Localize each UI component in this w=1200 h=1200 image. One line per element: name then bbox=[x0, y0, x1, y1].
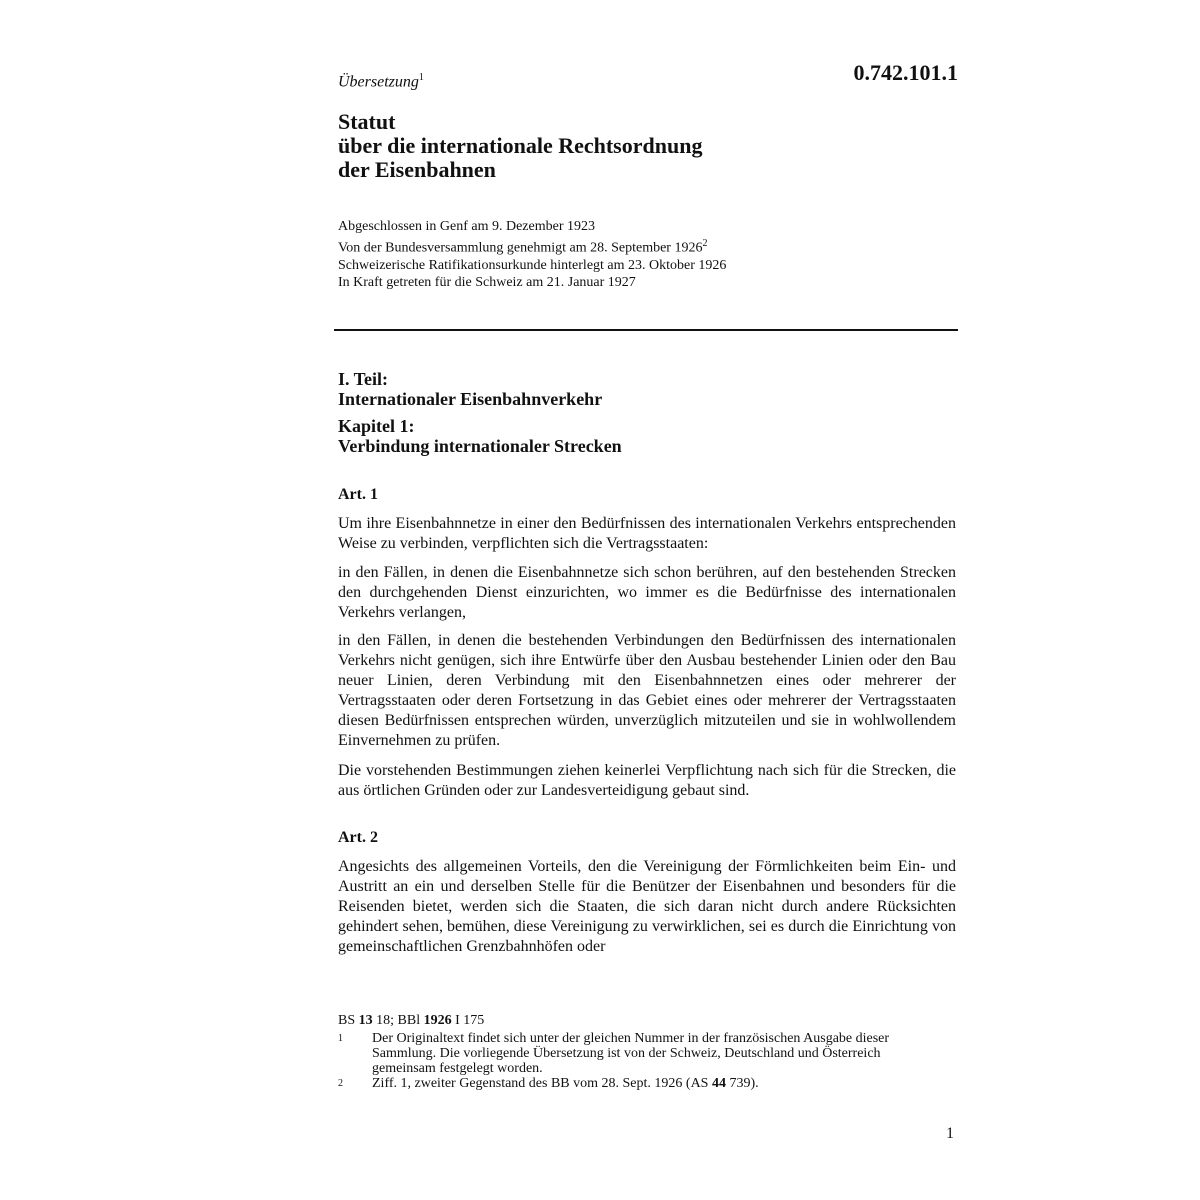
article-1-paragraph-4: Die vorstehenden Bestimmungen ziehen keinerlei Verpflichtung nach sich für die Strecken, die aus örtlichen Gründen oder zur Landesverteidigung gebaut sind. bbox=[338, 762, 956, 799]
page-number: 1 bbox=[946, 1125, 954, 1142]
footnote-ref-1[interactable]: 1 bbox=[418, 72, 424, 83]
footnote-2-text bbox=[372, 1076, 938, 1091]
article-1-paragraph-2: in den Fällen, in denen die Eisenbahnnetze sich schon berühren, auf den bestehenden Strecken den durchgehenden Dienst einzurichten, wo immer es die Bedürfnisse des internationalen Verkehrs verlangen, bbox=[338, 564, 956, 621]
translation-label bbox=[338, 72, 424, 91]
footnote-1-number: 1 bbox=[338, 1033, 343, 1044]
footnote-1 bbox=[338, 1031, 938, 1076]
part-label: I. Teil: bbox=[338, 369, 389, 389]
meta-approved-text: Von der Bundesversammlung genehmigt am 28. September 1926 bbox=[338, 240, 703, 256]
source-reference bbox=[338, 1013, 938, 1028]
article-2-paragraph-1: Angesichts des allgemeinen Vorteils, den die Vereinigung der Förmlichkeiten beim Ein- und Austritt an ein und derselben Stelle für die Benützer der Eisenbahnen und besonders für die Reisenden bietet, werden sich die Staaten, die sich daran nicht durch andere Rücksichten gehindert sehen, bemühen, diese Vereinigung zu verwirklichen, sei es durch die Einrichtung von gemeinschaftlichen Grenzbahnhöfen oder bbox=[338, 858, 956, 955]
title-line-3: der Eisenbahnen bbox=[338, 157, 496, 182]
document-title bbox=[338, 110, 702, 182]
document-metadata bbox=[338, 218, 726, 291]
footnote-2-text-a: Ziff. 1, zweiter Gegenstand des BB vom 28. Sept. 1926 (AS bbox=[372, 1076, 709, 1091]
part-heading bbox=[338, 369, 602, 409]
footnotes bbox=[338, 1013, 938, 1091]
article-1-paragraph-1: Um ihre Eisenbahnnetze in einer den Bedürfnissen des internationalen Verkehrs entsprechenden Weise zu verbinden, verpflichten sich die Vertragsstaaten: bbox=[338, 515, 956, 552]
source-bs: BS bbox=[338, 1013, 356, 1028]
footnote-2-text-b: 739). bbox=[729, 1076, 759, 1091]
source-bs-page: 18; BBl bbox=[376, 1013, 421, 1028]
meta-approved bbox=[338, 235, 726, 257]
meta-ratification: Schweizerische Ratifikationsurkunde hinterlegt am 23. Oktober 1926 bbox=[338, 257, 727, 273]
source-bbl-rest: I 175 bbox=[455, 1013, 485, 1028]
horizontal-rule bbox=[334, 329, 958, 331]
chapter-title: Verbindung internationaler Strecken bbox=[338, 436, 622, 456]
chapter-heading bbox=[338, 416, 622, 456]
translation-text: Übersetzung bbox=[338, 73, 419, 91]
footnote-2-volume: 44 bbox=[711, 1076, 726, 1091]
meta-in-force: In Kraft getreten für die Schweiz am 21. Januar 1927 bbox=[338, 274, 636, 290]
title-line-1: Statut bbox=[338, 109, 396, 134]
footnote-1-text: Der Originaltext findet sich unter der gleichen Nummer in der französischen Ausgabe dieser Sammlung. Die vorliegende Übersetzung ist von der Schweiz, Deutschland und Österreich gemeinsam festgelegt worden. bbox=[372, 1031, 890, 1076]
article-2-title: Art. 2 bbox=[338, 829, 378, 846]
footnote-ref-2[interactable]: 2 bbox=[702, 238, 708, 249]
part-title: Internationaler Eisenbahnverkehr bbox=[338, 389, 603, 409]
footnote-2 bbox=[338, 1076, 938, 1091]
article-1-title: Art. 1 bbox=[338, 486, 378, 503]
meta-concluded: Abgeschlossen in Genf am 9. Dezember 1923 bbox=[338, 219, 595, 234]
article-1-paragraph-3: in den Fällen, in denen die bestehenden Verbindungen den Bedürfnissen des internationalen Verkehrs nicht genügen, sich ihre Entwürfe über den Ausbau bestehender Linien oder den Bau neuer Linien, deren Verbindung mit den Eisenbahnnetzen eines oder mehrerer der Vertragsstaaten oder deren Fortsetzung in das Gebiet eines oder mehrerer der Vertragsstaaten diesen Bedürfnissen entsprechen würden, unverzüglich mitzuteilen und sie in wohlwollendem Einvernehmen zu prüfen. bbox=[338, 632, 956, 749]
title-line-2: über die internationale Rechtsordnung bbox=[338, 133, 703, 158]
chapter-label: Kapitel 1: bbox=[338, 416, 415, 436]
document-number: 0.742.101.1 bbox=[853, 60, 958, 85]
source-bs-volume: 13 bbox=[358, 1013, 373, 1028]
footnote-2-number: 2 bbox=[338, 1078, 343, 1089]
source-bbl-year: 1926 bbox=[423, 1013, 452, 1028]
